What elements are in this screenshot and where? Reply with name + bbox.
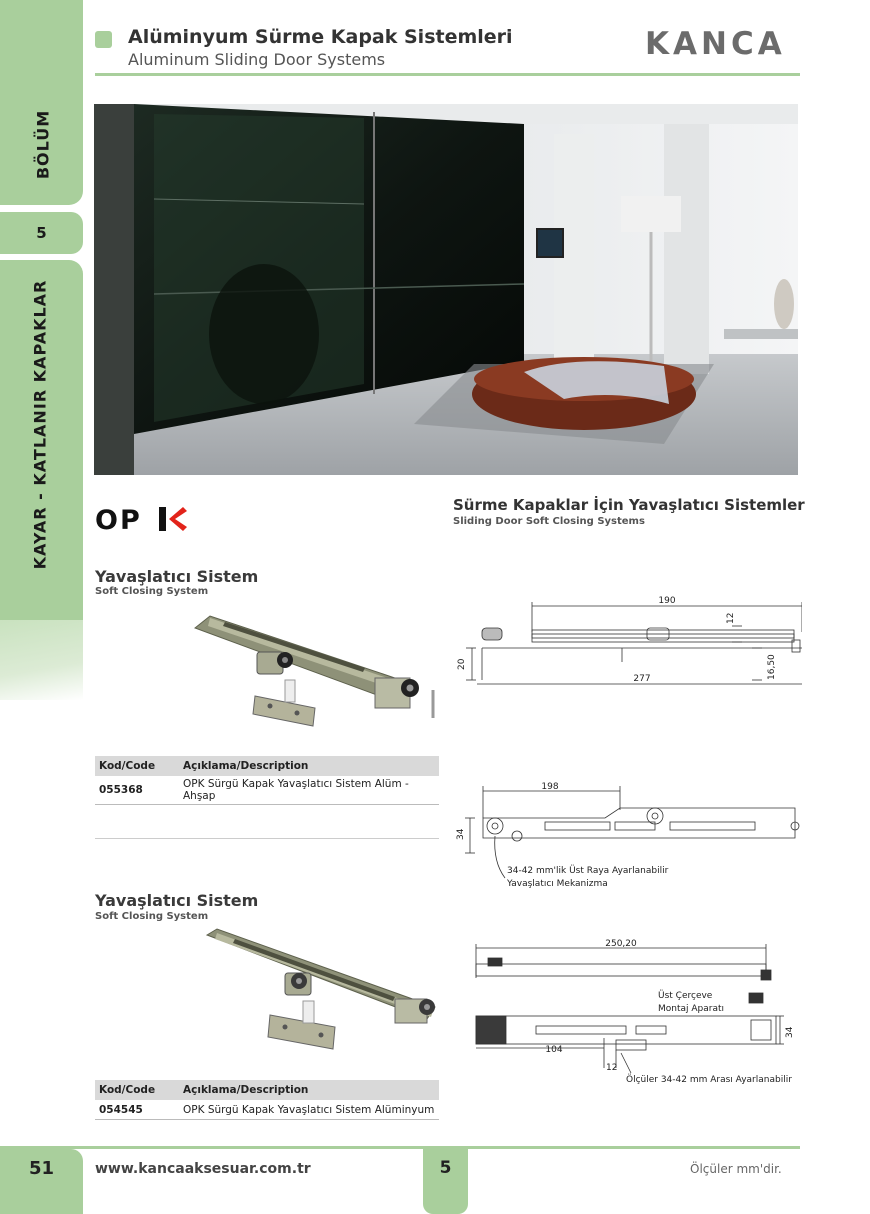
technical-drawing-2 <box>455 778 805 897</box>
product2-image <box>195 925 445 1059</box>
drawing3-label2: Ölçüler 34-42 mm Arası Ayarlanabilir <box>626 1075 792 1085</box>
table-row <box>95 1100 439 1120</box>
footer-url[interactable]: www.kancaaksesuar.com.tr <box>95 1161 311 1177</box>
dim-left: 20 <box>457 658 467 670</box>
page-title: Alüminyum Sürme Kapak Sistemleri <box>128 26 513 48</box>
dim-top: 198 <box>541 782 559 792</box>
sidebar-section-word: BÖLÜM <box>33 109 53 180</box>
opk-logo <box>95 505 190 537</box>
table-row <box>95 776 439 805</box>
interior-photo <box>94 104 798 475</box>
header-marker <box>95 31 112 48</box>
section-divider <box>95 838 439 839</box>
product2-title: Yavaşlatıcı Sistem <box>95 891 259 910</box>
product-description: OPK Sürgü Kapak Yavaşlatıcı Sistem Alüm - Ahşap <box>179 776 439 805</box>
product1-title: Yavaşlatıcı Sistem <box>95 567 259 586</box>
sidebar-band-top <box>0 0 83 205</box>
drawing3-label1-line1: Üst Çerçeve <box>658 991 713 1001</box>
header-divider <box>95 73 800 76</box>
technical-drawing-1 <box>452 592 802 696</box>
table-header-row <box>95 756 439 776</box>
footer-note: Ölçüler mm'dir. <box>690 1162 782 1176</box>
footer-divider <box>0 1146 800 1149</box>
svg-text:OP: OP <box>95 505 142 533</box>
dim-bottom: 277 <box>633 674 651 684</box>
footer-section-number: 5 <box>439 1158 452 1178</box>
drawing2-note-line2: Yavaşlatıcı Mekanizma <box>507 879 608 889</box>
col-code-header: Kod/Code <box>95 1080 179 1100</box>
product1-subtitle: Soft Closing System <box>95 586 209 597</box>
dim-right: 16,50 <box>767 654 777 680</box>
dim-h1: 12 <box>726 612 736 624</box>
col-description-header: Açıklama/Description <box>179 1080 439 1100</box>
col-code-header: Kod/Code <box>95 756 179 776</box>
dim-bottom: 104 <box>545 1045 563 1055</box>
product-code: 054545 <box>95 1100 179 1120</box>
drawing2-note-line1: 34-42 mm'lik Üst Raya Ayarlanabilir <box>507 866 669 876</box>
right-section-title: Sürme Kapaklar İçin Yavaşlatıcı Sistemler <box>453 496 805 514</box>
product2-subtitle: Soft Closing System <box>95 911 209 922</box>
sidebar-band-fade <box>0 620 83 700</box>
product1-table <box>95 756 439 805</box>
dim-left: 34 <box>456 828 466 840</box>
sidebar-section-number-box <box>0 212 83 254</box>
dim-small: 12 <box>606 1063 618 1073</box>
dim-top: 190 <box>658 596 676 606</box>
product-description: OPK Sürgü Kapak Yavaşlatıcı Sistem Alüminyum <box>179 1100 439 1120</box>
dim-top: 250,20 <box>605 939 637 949</box>
dim-right: 34 <box>785 1026 795 1038</box>
table-header-row <box>95 1080 439 1100</box>
product1-image <box>185 608 445 737</box>
technical-drawing-3 <box>466 938 796 1092</box>
sidebar-section-number: 5 <box>36 224 47 242</box>
right-section-subtitle: Sliding Door Soft Closing Systems <box>453 516 645 527</box>
product2-table <box>95 1080 439 1120</box>
sidebar-category: KAYAR - KATLANIR KAPAKLAR <box>30 279 50 570</box>
page-number: 51 <box>28 1158 55 1179</box>
drawing3-label1-line2: Montaj Aparatı <box>658 1004 725 1014</box>
col-description-header: Açıklama/Description <box>179 756 439 776</box>
sidebar-band-category <box>0 260 83 620</box>
page-subtitle: Aluminum Sliding Door Systems <box>128 50 386 69</box>
brand-logo: KANCA <box>645 26 786 62</box>
product-code: 055368 <box>95 776 179 805</box>
